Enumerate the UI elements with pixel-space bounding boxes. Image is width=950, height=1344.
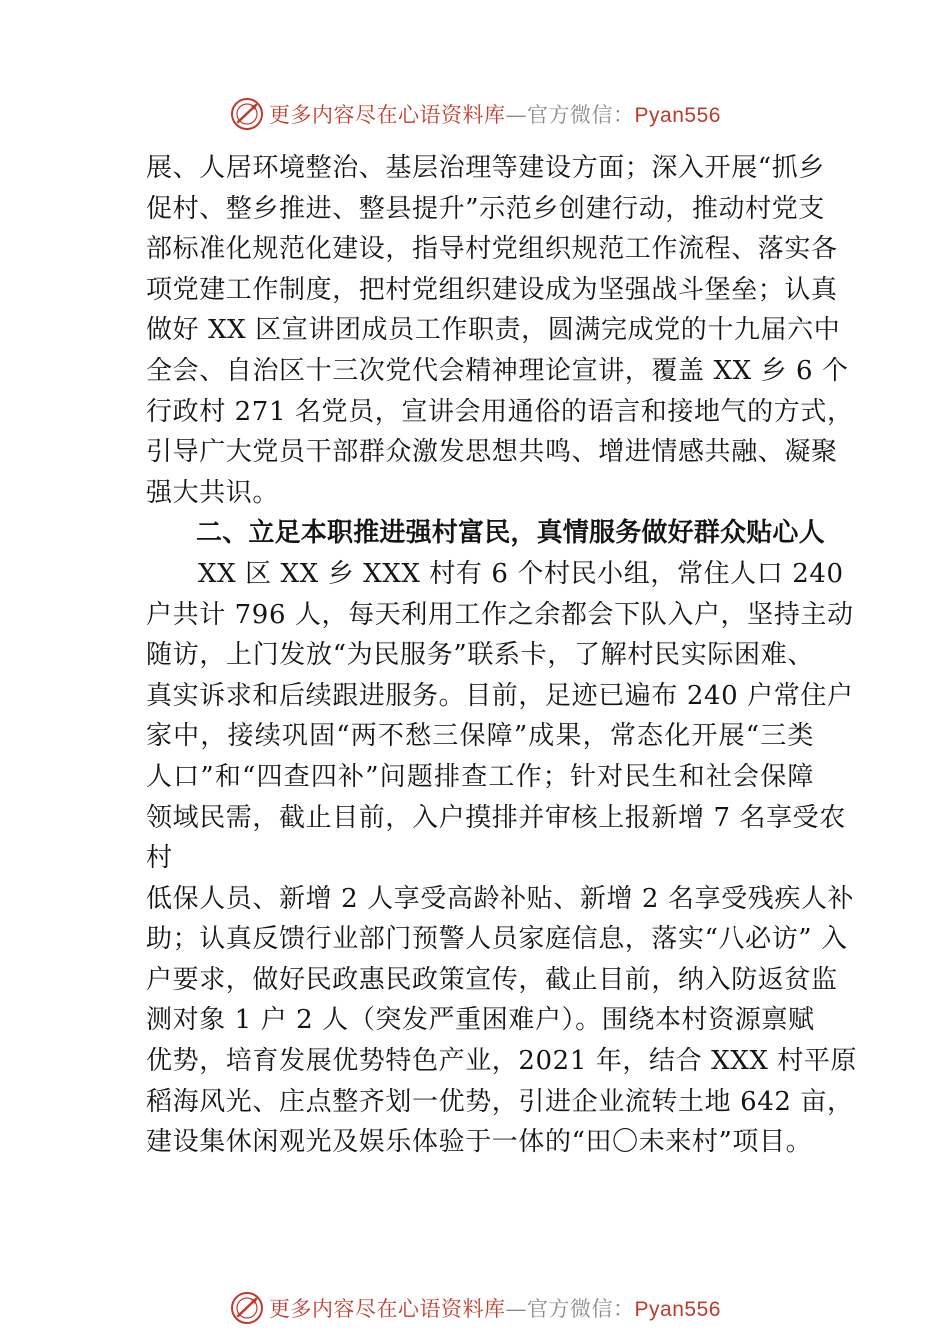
banner-wechat-label: 官方微信：	[527, 103, 635, 127]
body-line: 引导广大党员干部群众激发思想共鸣、增进情感共融、凝聚	[146, 437, 838, 468]
body-line: 项党建工作制度，把村党组织建设成为坚强战斗堡垒；认真	[146, 274, 838, 305]
body-line: 强大共识。	[146, 477, 280, 508]
body-line: 随访，上门发放“为民服务”联系卡，了解村民实际困难、	[146, 640, 814, 671]
body-line: 建设集休闲观光及娱乐体验于一体的“田〇未来村”项目。	[146, 1127, 813, 1158]
body-line: 部标准化规范化建设，指导村党组织规范工作流程、落实各	[146, 234, 838, 265]
body-line: XX 区 XX 乡 XXX 村有 6 个村民小组，常住人口 240	[198, 558, 844, 589]
body-line: 做好 XX 区宣讲团成员工作职责，圆满完成党的十九届六中	[146, 315, 841, 346]
banner-text	[269, 1293, 721, 1323]
banner-text	[269, 99, 721, 129]
body-line: 人口”和“四查四补”问题排查工作；针对民生和社会保障	[146, 761, 814, 792]
banner-dash: —	[505, 103, 528, 127]
banner-dash: —	[505, 1297, 528, 1321]
header-banner	[0, 92, 950, 136]
footer-banner	[0, 1286, 950, 1330]
body-line: 家中，接续巩固“两不愁三保障”成果，常态化开展“三类	[146, 721, 814, 752]
body-line: 行政村 271 名党员，宣讲会用通俗的语言和接地气的方式，	[146, 396, 854, 427]
banner-main-text: 更多内容尽在心语资料库	[269, 1297, 506, 1321]
body-line: 村	[146, 843, 173, 874]
banner-wechat-id: Pyan556	[634, 104, 721, 127]
banner-wechat-label: 官方微信：	[527, 1297, 635, 1321]
body-line: 助；认真反馈行业部门预警人员家庭信息，落实“八必访” 入	[146, 924, 848, 955]
body-line: 优势，培育发展优势特色产业，2021 年，结合 XXX 村平原	[146, 1046, 858, 1077]
body-line: 展、人居环境整治、基层治理等建设方面；深入开展“抓乡	[146, 153, 825, 183]
section-heading: 二、立足本职推进强村富民，真情服务做好群众贴心人	[196, 518, 825, 549]
body-line: 测对象 1 户 2 人（突发严重困难户）。围绕本村资源禀赋	[146, 1005, 815, 1036]
body-line: 全会、自治区十三次党代会精神理论宣讲，覆盖 XX 乡 6 个	[146, 355, 849, 386]
body-line: 稻海风光、庄点整齐划一优势，引进企业流转土地 642 亩，	[146, 1086, 854, 1117]
document-body	[146, 148, 858, 1163]
body-line: 户要求，做好民政惠民政策宣传，截止目前，纳入防返贫监	[146, 964, 838, 995]
body-line: 领域民需，截止目前，入户摸排并审核上报新增 7 名享受农	[146, 802, 846, 833]
banner-main-text: 更多内容尽在心语资料库	[269, 103, 506, 127]
body-line: 户共计 796 人，每天利用工作之余都会下队入户，坚持主动	[146, 599, 854, 630]
logo-icon	[229, 96, 265, 132]
body-line: 真实诉求和后续跟进服务。目前，足迹已遍布 240 户常住户	[146, 680, 854, 711]
body-line: 低保人员、新增 2 人享受高龄补贴、新增 2 名享受残疾人补	[146, 883, 855, 914]
logo-icon	[229, 1290, 265, 1326]
banner-wechat-id: Pyan556	[634, 1298, 721, 1321]
body-line: 促村、整乡推进、整县提升”示范乡创建行动，推动村党支	[146, 193, 825, 224]
